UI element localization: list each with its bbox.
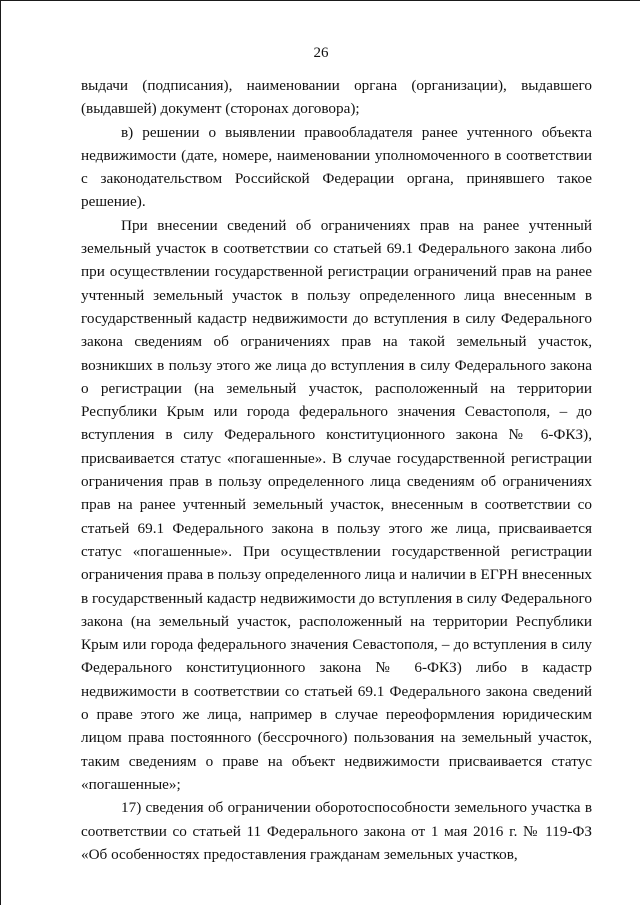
- paragraph-item-17: 17) сведения об ограничении оборотоспособности земельного участка в соответствии со статьей 11 Федерального закона от 1 мая 2016 г. № 119-ФЗ «Об особенностях предоставления гражданам земельных участков,: [81, 799, 592, 863]
- paragraph-item-v: в) решении о выявлении правообладателя ранее учтенного объекта недвижимости (дате, номере, наименовании уполномоченного в соответствии с законодательством Российской Федерации органа, принявшего такое решение).: [81, 123, 592, 211]
- page-number: 26: [313, 45, 329, 61]
- paragraph-restrictions: При внесении сведений об ограничениях прав на ранее учтенный земельный участок в соответствии со статьей 69.1 Федерального закона либо при осуществлении государственной регистрации ограничений прав на ранее учтенный земельный участок в пользу определенного лица внесенным в государственный кадастр недвижимости до вступления в силу Федерального закона сведениям об ограничениях прав на такой земельный участок, возникших в пользу этого же лица до вступления в силу Федерального закона о регистрации (на земельный участок, расположенный на территории Республики Крым или города федерального значения Севастополя, – до вступления в силу Федерального конституционного закона № 6-ФКЗ), присваивается статус «погашенные». В случае государственной регистрации ограничения прав в пользу определенного лица сведениям об ограничениях прав на ранее учтенный земельный участок, внесенным в соответствии со статьей 69.1 Федерального закона в пользу этого же лица, присваивается статус «погашенные». При осуществлении государственной регистрации ограничения права в пользу определенного лица и наличии в ЕГРН внесенных в государственный кадастр недвижимости до вступления в силу Федерального закона (на земельный участок, расположенный на территории Республики Крым или города федерального значения Севастополя, – до вступления в силу Федерального конституционного закона № 6-ФКЗ) либо в кадастр недвижимости в соответствии со статьей 69.1 Федерального закона сведений о праве этого же лица, например в случае переоформления юридическим лицом права постоянного (бессрочного) пользования на земельный участок, таким сведениям о праве на объект недвижимости присваивается статус «погашенные»;: [81, 216, 592, 793]
- paragraph-continuation: выдачи (подписания), наименовании органа (организации), выдавшего (выдавшей) документ (сторонах договора);: [81, 77, 592, 118]
- document-body: [81, 74, 592, 866]
